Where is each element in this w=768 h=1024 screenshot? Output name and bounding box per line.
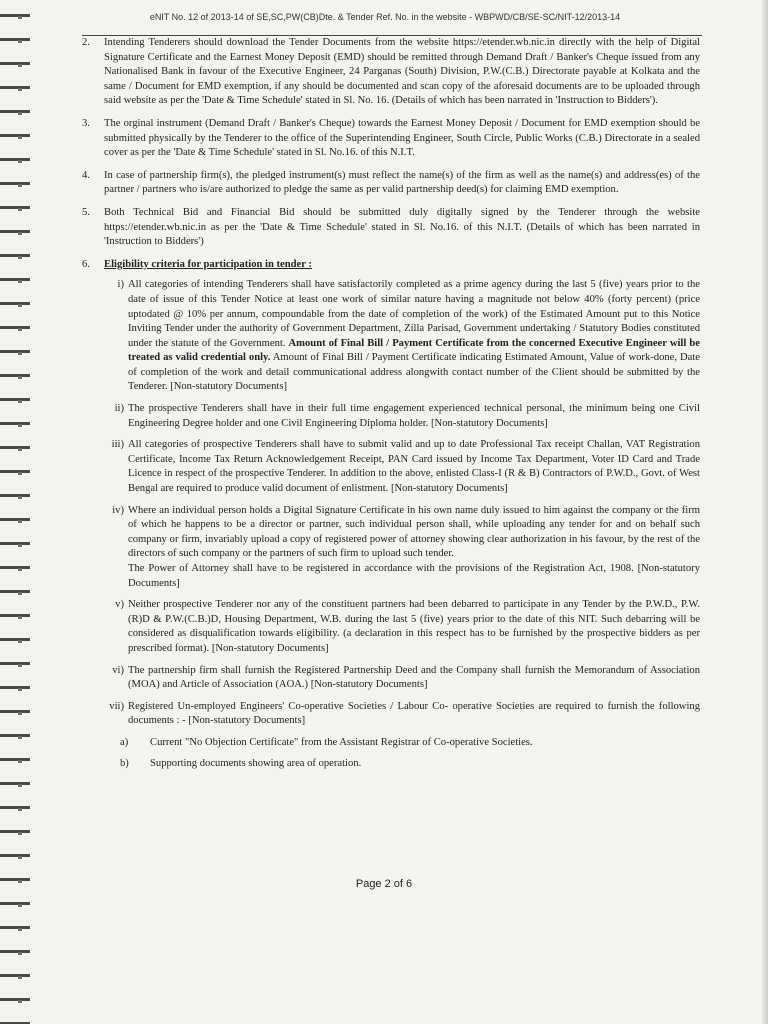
criterion-number: iii) xyxy=(111,439,124,451)
paragraph-5 xyxy=(82,206,700,250)
page-header: eNIT No. 12 of 2013-14 of SE,SC,PW(CB)Dte. & Tender Ref. No. in the website - WBPWD/CB/SE-SC/NIT-12/2013-14 xyxy=(149,12,621,22)
criterion-text: Where an individual person holds a Digital Signature Certificate in his own name duly issued to him against the company or the firm of which he happens to be a director or partner, such individual person shall, while uploading any tender for and on behalf such company or firm, invariably upload a copy of registered power of attorney showing clear authorization in his favour, by the rest of the directors of such company or the partners of such firm to upload such tender. xyxy=(128,504,700,560)
criterion-iii xyxy=(82,438,700,496)
criterion-vii xyxy=(82,700,700,729)
sub-item-letter: b) xyxy=(120,757,129,769)
criterion-vi xyxy=(82,664,700,693)
criterion-text: All categories of intending Tenderers shall have satisfactorily completed as a prime agency during the last 5 (five) years prior to the date of issue of this Tender Notice at least one work of similar nature having a magnitude not below 40% (forty percent) (price uptodated @ 10% per annum, compoundable from the date of completion of the work) of the Estimated Amount put to this Notice Inviting Tender under the authority of Government Department, Zilla Parisad, Government undertaking / Statutory Bodies constituted under the statute of the Government. xyxy=(128,279,700,349)
criterion-vii-b xyxy=(82,757,700,772)
paragraph-6 xyxy=(82,258,700,273)
criterion-v xyxy=(82,598,700,656)
criterion-text: The prospective Tenderers shall have in their full time engagement experienced technical personal, the minimum being one Civil Engineering Degree holder and one Civil Engineering Diploma holder. [Non-statutory Documents] xyxy=(128,403,700,429)
page-edge xyxy=(762,0,768,1024)
page-footer: Page 2 of 6 xyxy=(355,878,413,890)
criterion-text: All categories of prospective Tenderers shall have to submit valid and up to date Professional Tax receipt Challan, VAT Registration Certificate, Income Tax Return Acknowledgement Receipt, PAN Card issued by Income Tax Department, Voter ID Card and Trade Licence in respect of the prospective Tenderer. In addition to the above, enlisted Class-I (R & B) Contractors of P.W.D., Govt. of West Bengal are required to produce valid document of enlistment. [Non-statutory Documents] xyxy=(128,439,700,495)
criterion-i xyxy=(82,278,700,395)
criterion-ii xyxy=(82,402,700,431)
paragraph-number: 6. xyxy=(82,258,90,270)
criterion-number: vi) xyxy=(112,664,124,676)
criterion-number: v) xyxy=(115,599,124,611)
criterion-number: iv) xyxy=(112,504,124,516)
paragraph-text: Intending Tenderers should download the Tender Documents from the website https://etender.wb.nic.in directly with the help of Digital Signature Certificate and the Earnest Money Deposit (EMD) should be remitted through Demand Draft / Banker's Cheque issued from any Nationalised Bank in favour of the Executive Engineer, 24 Parganas (South) Division, P.W.(C.B.) Directorate payable at Kolkata and the same / Document for EMD exemption, if any should be documented and scan copy of the aforesaid documents are to be uploaded through said website as per the 'Date & Time Schedule' stated in Sl. No. 16. (Details of which has been narrated in 'Instruction to Bidders'). xyxy=(104,37,700,107)
criterion-number: vii) xyxy=(109,700,124,712)
criterion-number: i) xyxy=(117,279,124,291)
criterion-text-bold: Amount of Final Bill / Payment Certificate from the concerned Executive Engineer will be treated as valid credential only. xyxy=(128,337,700,364)
criterion-vii-a xyxy=(82,736,700,751)
criterion-iv xyxy=(82,504,700,592)
paragraph-number: 2. xyxy=(82,37,90,48)
sub-item-text: Supporting documents showing area of operation. xyxy=(150,757,362,769)
paragraph-number: 5. xyxy=(82,206,90,218)
criterion-text-2: The Power of Attorney shall have to be registered in accordance with the provisions of the Registration Act, 1908. [Non-statutory Documents] xyxy=(128,563,700,589)
spiral-binding xyxy=(0,0,30,1024)
criterion-text: The partnership firm shall furnish the Registered Partnership Deed and the Company shall furnish the Memorandum of Association (MOA) and Article of Association (AOA.) [Non-statutory Documents] xyxy=(128,664,700,691)
sub-item-text: Current "No Objection Certificate" from the Assistant Registrar of Co-operative Societies. xyxy=(150,736,533,748)
criterion-number: ii) xyxy=(114,403,124,415)
paragraph-text: Both Technical Bid and Financial Bid should be submitted duly digitally signed by the Tenderer through the website https://etender.wb.nic.in as per the 'Date & Time Schedule' stated in Sl. No.16. of this N.I.T. (Details of which has been narrated in 'Instruction to Bidders') xyxy=(104,206,700,248)
paragraph-text: In case of partnership firm(s), the pledged instrument(s) must reflect the name(s) of the firm as well as the name(s) and address(es) of the partner / partners who is/are authorized to pledge the same as per valid partnership deed(s) for claiming EMD exemption. xyxy=(104,169,700,196)
sub-item-letter: a) xyxy=(120,736,129,748)
criterion-text: Neither prospective Tenderer nor any of the constituent partners had been debarred to participate in any Tender by the P.W.D., P.W.(R)D & P.W.(C.B.)D, Housing Department, W.B. during the last 5 (five) years prior to the date of this NIT. Such debarring will be considered as disqualification towards eligibility. (a declaration in this respect has to be furnished by the prospective bidders as per prescribed format). [Non-statutory Documents] xyxy=(128,599,700,654)
criterion-text: Registered Un-employed Engineers' Co-operative Societies / Labour Co- operative Societies are required to furnish the following documents : - [Non-statutory Documents] xyxy=(128,700,700,727)
paragraph-number: 3. xyxy=(82,117,90,129)
criterion-text: Amount of Final Bill / Payment Certificate indicating Estimated Amount, Value of work-done, Date of completion of the work and detail communicational address alongwith contact number of the Client should be submitted by the Tenderer. [Non-statutory Documents] xyxy=(128,352,700,393)
paragraph-number: 4. xyxy=(82,169,90,181)
document-body xyxy=(82,36,700,777)
paragraph-4 xyxy=(82,169,700,198)
eligibility-heading: Eligibility criteria for participation in tender : xyxy=(104,258,312,270)
paragraph-text: The orginal instrument (Demand Draft / Banker's Cheque) towards the Earnest Money Deposit / Document for EMD exemption should be submitted physically by the Tenderer to the office of the Superintending Engineer, South Circle, Public Works (C.B.) Directorate in a sealed cover as per the 'Date & Time Schedule' stated in Sl. No.16. of this N.I.T. xyxy=(104,117,700,159)
paragraph-3 xyxy=(82,117,700,161)
paragraph-2 xyxy=(82,36,700,109)
